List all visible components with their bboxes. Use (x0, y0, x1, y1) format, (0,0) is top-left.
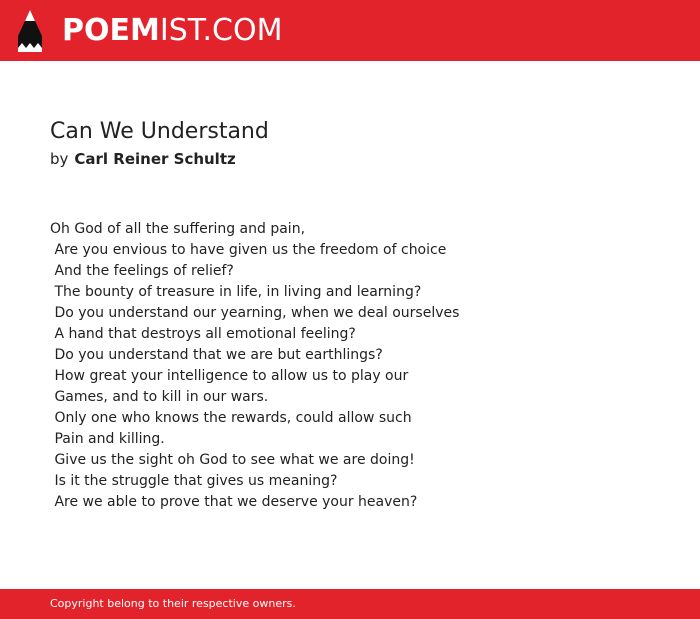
logo-bold-text: POEM (62, 13, 160, 48)
poem-line: Oh God of all the suffering and pain, (50, 221, 306, 237)
poem-line: Games, and to kill in our wars. (50, 389, 269, 405)
poem-line: Is it the struggle that gives us meaning? (50, 473, 338, 489)
poem-line: The bounty of treasure in life, in living and learning? (50, 284, 422, 300)
poem-line: Give us the sight oh God to see what we are doing! (50, 452, 415, 468)
site-header (0, 0, 700, 61)
site-logo[interactable] (62, 13, 282, 49)
site-footer (0, 589, 700, 619)
pencil-icon[interactable] (18, 10, 42, 52)
poem-line: And the feelings of relief? (50, 263, 234, 279)
poem-title: Can We Understand (50, 119, 269, 144)
poem-line: Are we able to prove that we deserve your heaven? (50, 494, 418, 510)
poem-byline (50, 149, 236, 169)
poem-line: Do you understand that we are but earthlings? (50, 347, 383, 363)
poem-line: How great your intelligence to allow us to play our (50, 368, 409, 384)
poem-line: Are you envious to have given us the freedom of choice (50, 242, 447, 258)
by-label: by (50, 150, 69, 168)
poem-author: Carl Reiner Schultz (74, 150, 236, 168)
poem-line: Pain and killing. (50, 431, 165, 447)
poem-body (50, 219, 670, 513)
poem-line: Do you understand our yearning, when we deal ourselves (50, 305, 460, 321)
copyright-text: Copyright belong to their respective owners. (50, 597, 296, 610)
poem-line: A hand that destroys all emotional feeling? (50, 326, 356, 342)
logo-light-text: IST.COM (159, 13, 283, 48)
poem-line: Only one who knows the rewards, could allow such (50, 410, 412, 426)
